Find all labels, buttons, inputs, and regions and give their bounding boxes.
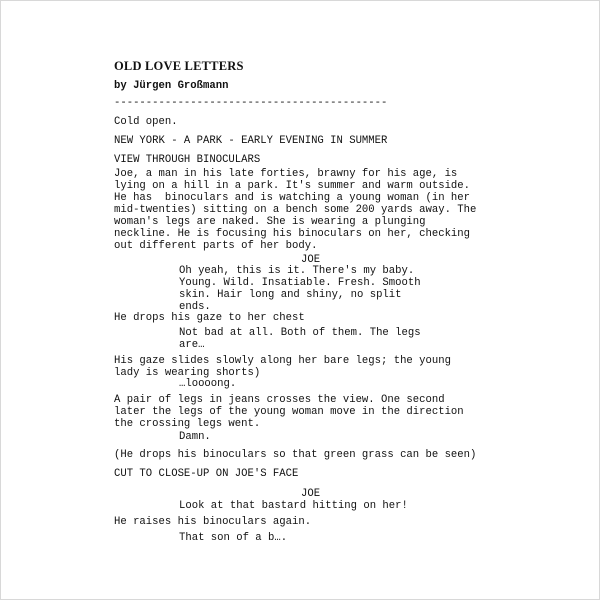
shot-heading-closeup: CUT TO CLOSE-UP ON JOE'S FACE xyxy=(114,468,299,480)
character-name-joe: JOE xyxy=(301,254,321,266)
document-title: OLD LOVE LETTERS xyxy=(114,59,244,73)
action-paragraph-joe: Joe, a man in his late forties, brawny for his age, is lying on a hill in a park. It's summer and warm outside. He has binoculars and is watching a young woman (in her mid-twenties) sitting on a bench some 200 yards away. The woman's legs are naked. She is wearing a plunging neckline. He is focusing his binoculars on her, checking out different parts of her body. xyxy=(114,168,477,252)
character-name-joe-2: JOE xyxy=(301,488,321,500)
action-drops-gaze: He drops his gaze to her chest xyxy=(114,312,305,324)
dialog-joe-2: Not bad at all. Both of them. The legs are… xyxy=(179,327,421,351)
action-raises-binoculars: He raises his binoculars again. xyxy=(114,516,312,528)
action-legs-in-jeans: A pair of legs in jeans crosses the view. One second later the legs of the young woman move in the direction the crossing legs went. xyxy=(114,394,464,430)
author-byline: by Jürgen Großmann xyxy=(114,80,229,92)
dialog-joe-1: Oh yeah, this is it. There's my baby. Young. Wild. Insatiable. Fresh. Smooth skin. Hair long and shiny, no split ends. xyxy=(179,265,421,313)
dialog-joe-5: Look at that bastard hitting on her! xyxy=(179,500,408,512)
scene-heading: NEW YORK - A PARK - EARLY EVENING IN SUMMER xyxy=(114,135,388,147)
dialog-joe-4: Damn. xyxy=(179,431,211,443)
action-gaze-slides: His gaze slides slowly along her bare legs; the young lady is wearing shorts) xyxy=(114,355,451,379)
action-drops-binoculars: (He drops his binoculars so that green grass can be seen) xyxy=(114,449,477,461)
shot-heading-binoculars: VIEW THROUGH BINOCULARS xyxy=(114,154,261,166)
dialog-joe-6: That son of a b…. xyxy=(179,532,288,544)
dashed-divider: ------------------------------------------- xyxy=(114,97,388,109)
dialog-joe-3: …loooong. xyxy=(179,378,237,390)
cold-open-line: Cold open. xyxy=(114,116,178,128)
